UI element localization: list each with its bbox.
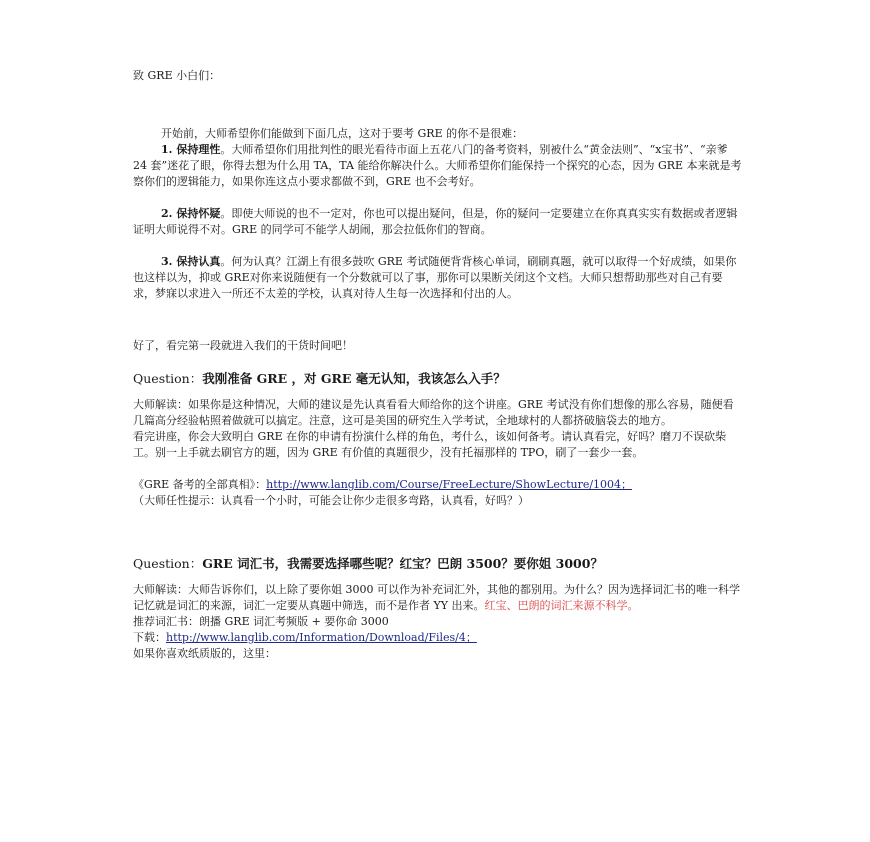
question-2-answer-text: 大师解读：大师告诉你们，以上除了要你姐 3000 可以作为补充词汇外，其他的都别用。为什么？因为选择词汇书的唯一科学记忆就是词汇的来源，词汇一定要从真题中筛选，而不是作者 YY 出来。 (133, 583, 740, 612)
paper-note: 如果你喜欢纸质版的，这里： (133, 647, 276, 660)
point-3 (133, 254, 743, 302)
download-label: 下载： (133, 631, 166, 644)
question-2-title: GRE 词汇书，我需要选择哪些呢？红宝？巴朗 3500？要你姐 3000？ (202, 556, 603, 571)
question-2-answer (133, 582, 743, 614)
question-2-highlight: 红宝、巴朗的词汇来源不科学。 (484, 599, 639, 612)
transition-text: 好了，看完第一段就进入我们的干货时间吧！ (133, 339, 353, 352)
point-1-label: 1. 保持理性 (161, 143, 221, 156)
greeting: 致 GRE 小白们： (133, 69, 221, 82)
download-line (133, 630, 743, 646)
question-2-heading (133, 555, 743, 572)
download-link[interactable]: http://www.langlib.com/Information/Download/Files/4； (166, 631, 477, 644)
lecture-link[interactable]: http://www.langlib.com/Course/FreeLecture/ShowLecture/1004； (266, 478, 633, 491)
question-1-title: 我刚准备 GRE ，对 GRE 毫无认知，我该怎么入手？ (202, 371, 506, 386)
reference-label: 《GRE 备考的全部真相》： (133, 478, 267, 491)
question-1-answer-2: 看完讲座，你会大致明白 GRE 在你的申请有扮演什么样的角色，考什么，该如何备考。请认真看完，好吗？磨刀不误砍柴工。别一上手就去刷官方的题，因为 GRE 有价值的真题很少，没有托福那样的 TPO，刷了一套少一套。 (133, 430, 727, 459)
point-2-label: 2. 保持怀疑 (161, 207, 221, 220)
point-2 (133, 206, 743, 238)
point-3-text: 。何为认真？江湖上有很多鼓吹 GRE 考试随便背背核心单词，刷刷真题，就可以取得一个好成绩，如果你也这样以为，抑或 GRE对你来说随便有一个分数就可以了事，那你可以果断关闭这个文档。大师只想帮助那些对自己有要求，梦寐以求进入一所还不太差的学校，认真对待人生每一次选择和付出的人。 (133, 255, 737, 300)
question-1-answer-1: 大师解读：如果你是这种情况，大师的建议是先认真看看大师给你的这个讲座。GRE 考试没有你们想像的那么容易，随便看几篇高分经验帖照着做就可以搞定。注意，这可是美国的研究生入学考试，全地球村的人都挤破脑袋去的地方。 (133, 398, 734, 427)
recommend-books: 推荐词汇书：朗播 GRE 词汇考频版 + 要你命 3000 (133, 615, 389, 628)
point-1 (133, 142, 743, 190)
point-3-label: 3. 保持认真 (161, 255, 221, 268)
question-1-label: Question： (133, 371, 203, 386)
question-1-heading (133, 370, 743, 387)
question-1-note: （大师任性提示：认真看一个小时，可能会让你少走很多弯路，认真看，好吗？） (133, 494, 529, 507)
point-1-text: 。大师希望你们用批判性的眼光看待市面上五花八门的备考资料，别被什么“黄金法则”、“x宝书”、“亲爹 24 套”迷花了眼，你得去想为什么用 TA，TA 能给你解决什么。大师希望你们能保持一个探究的心态，因为 GRE 本来就是考察你们的逻辑能力，如果你连这点小要求都做不到，GRE 也不会考好。 (133, 143, 742, 188)
question-1-reference (133, 477, 743, 493)
point-2-text: 。即使大师说的也不一定对，你也可以提出疑问，但是，你的疑问一定要建立在你真真实实有数据或者逻辑证明大师说得不对。GRE 的同学可不能学人胡闹，那会拉低你们的智商。 (133, 207, 738, 236)
intro-paragraph: 开始前，大师希望你们能做到下面几点，这对于要考 GRE 的你不是很难： (161, 127, 524, 140)
document-page (133, 68, 743, 662)
question-2-label: Question： (133, 556, 203, 571)
